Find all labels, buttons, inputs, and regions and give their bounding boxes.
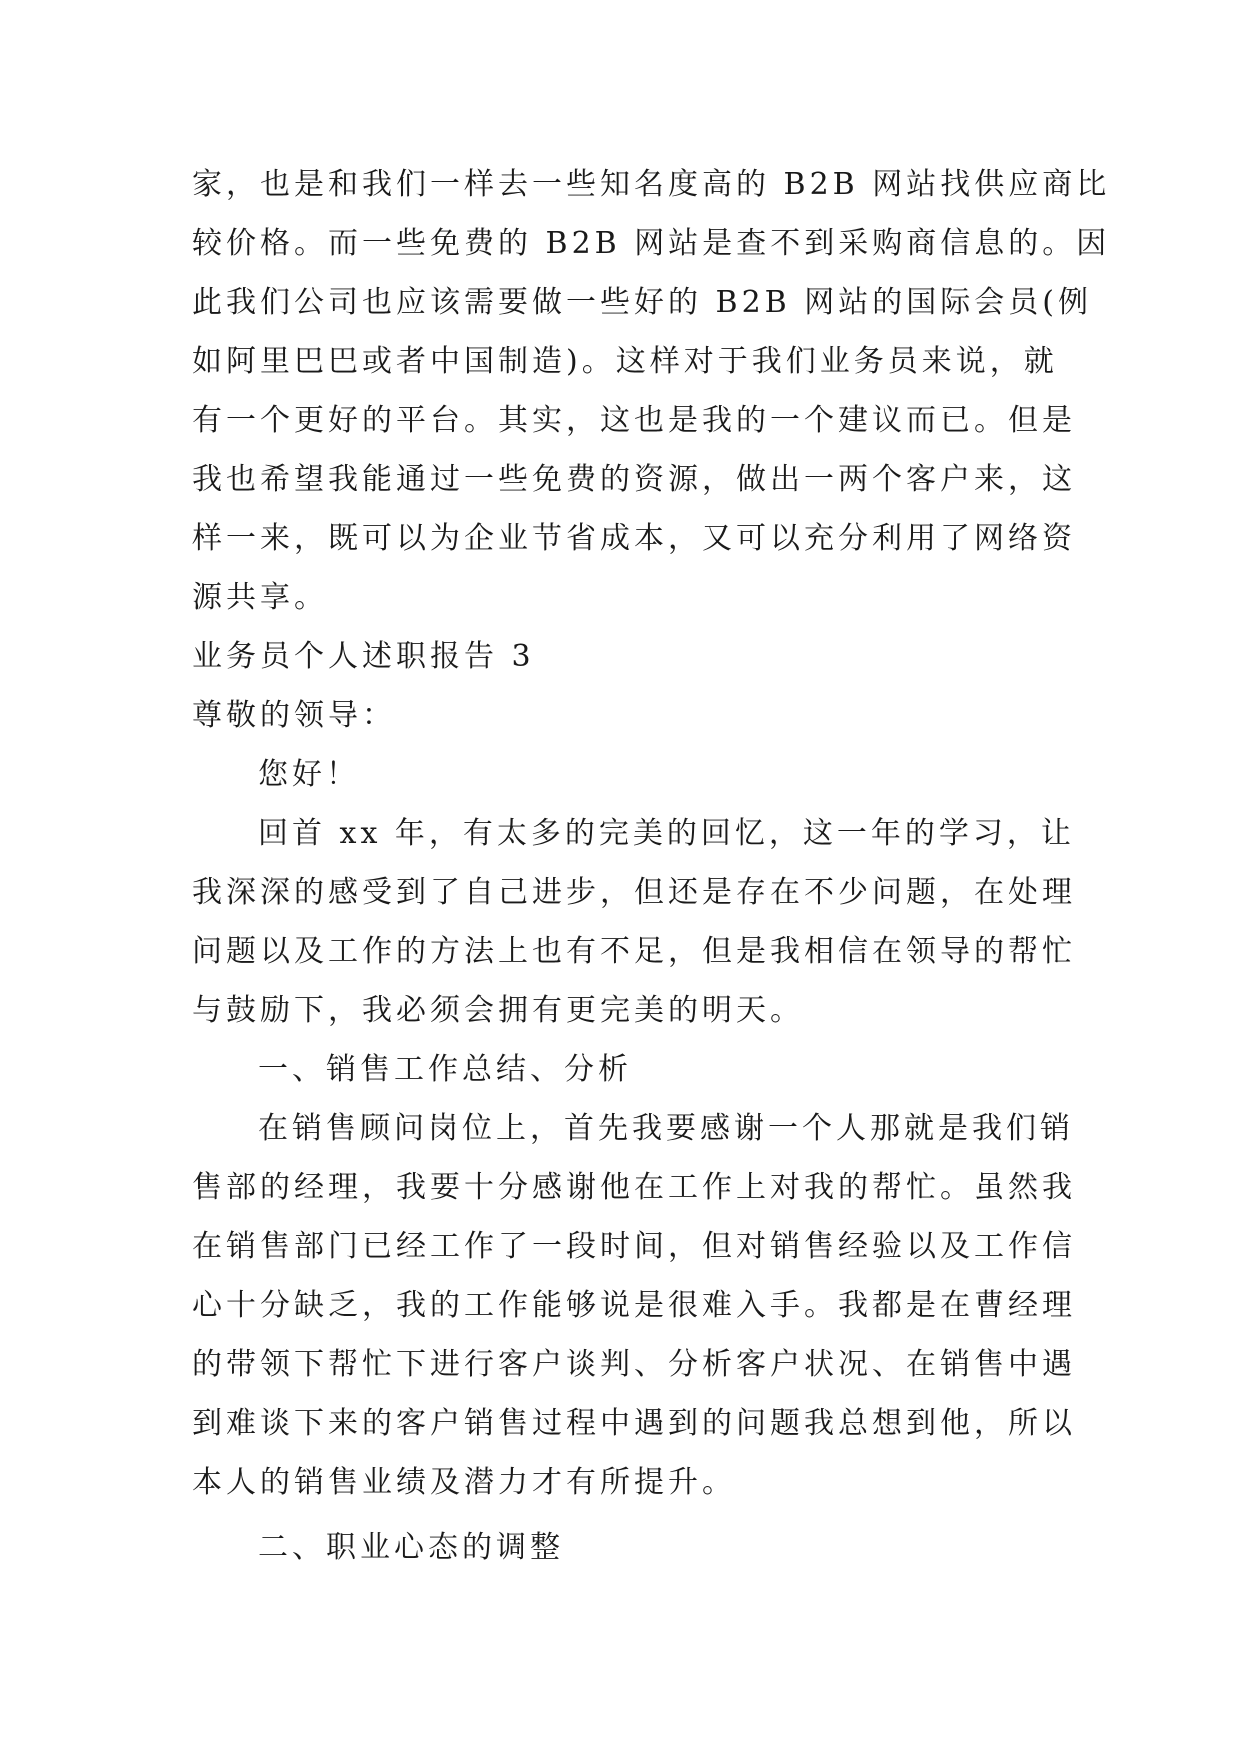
text-line: 有一个更好的平台。其实，这也是我的一个建议而已。但是 <box>192 403 1076 438</box>
text-line: 与鼓励下，我必须会拥有更完美的明天。 <box>192 993 804 1028</box>
text-line: 到难谈下来的客户销售过程中遇到的问题我总想到他，所以 <box>192 1406 1076 1441</box>
text-line: 此我们公司也应该需要做一些好的 B2B 网站的国际会员(例 <box>192 285 1092 320</box>
section-heading-1: 一、销售工作总结、分析 <box>258 1052 632 1087</box>
text-line: 如阿里巴巴或者中国制造)。这样对于我们业务员来说，就 <box>192 344 1058 379</box>
text-line: 本人的销售业绩及潜力才有所提升。 <box>192 1465 736 1500</box>
text-line: 样一来，既可以为企业节省成本，又可以充分利用了网络资 <box>192 521 1076 556</box>
text-line: 售部的经理，我要十分感谢他在工作上对我的帮忙。虽然我 <box>192 1170 1076 1205</box>
document-page <box>192 155 1111 1577</box>
paragraph-b2b-suggestion <box>192 155 1111 627</box>
text-line: 我也希望我能通过一些免费的资源，做出一两个客户来，这 <box>192 462 1076 497</box>
text-line: 在销售顾问岗位上，首先我要感谢一个人那就是我们销 <box>258 1111 1074 1146</box>
report-heading: 业务员个人述职报告 3 <box>192 639 535 674</box>
greeting: 您好！ <box>258 757 360 792</box>
text-line: 在销售部门已经工作了一段时间，但对销售经验以及工作信 <box>192 1229 1076 1264</box>
text-line: 家，也是和我们一样去一些知名度高的 B2B 网站找供应商比 <box>192 167 1111 202</box>
text-line: 回首 xx 年，有太多的完美的回忆，这一年的学习，让 <box>258 816 1075 851</box>
section-heading-2: 二、职业心态的调整 <box>258 1530 564 1565</box>
salutation: 尊敬的领导： <box>192 698 396 733</box>
text-line: 我深深的感受到了自己进步，但还是存在不少问题，在处理 <box>192 875 1076 910</box>
text-line: 较价格。而一些免费的 B2B 网站是查不到采购商信息的。因 <box>192 226 1111 261</box>
text-line: 源共享。 <box>192 580 328 615</box>
paragraph-sales-summary <box>192 1099 1076 1512</box>
text-line: 问题以及工作的方法上也有不足，但是我相信在领导的帮忙 <box>192 934 1076 969</box>
text-line: 的带领下帮忙下进行客户谈判、分析客户状况、在销售中遇 <box>192 1347 1076 1382</box>
paragraph-review <box>192 804 1076 1040</box>
text-line: 心十分缺乏，我的工作能够说是很难入手。我都是在曹经理 <box>192 1288 1076 1323</box>
